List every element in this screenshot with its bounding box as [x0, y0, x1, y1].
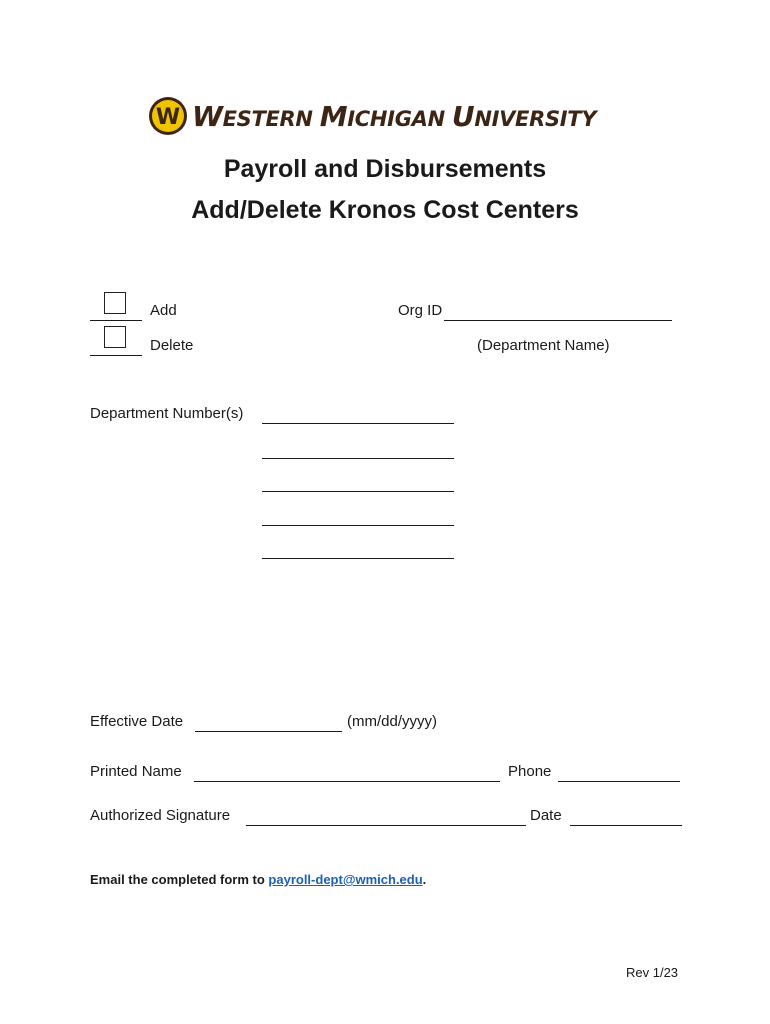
- phone-label: Phone: [508, 763, 552, 780]
- department-number-field-2[interactable]: [262, 440, 454, 459]
- date-format-hint: (mm/dd/yyyy): [347, 713, 437, 730]
- university-logo: [148, 94, 596, 138]
- org-id-label: Org ID: [398, 302, 443, 319]
- printed-name-field[interactable]: [194, 763, 500, 782]
- printed-name-label: Printed Name: [90, 763, 182, 780]
- authorized-signature-label: Authorized Signature: [90, 807, 231, 824]
- delete-label: Delete: [150, 337, 194, 354]
- logo-wordmark: WESTERN MICHIGAN UNIVERSITY: [192, 99, 597, 133]
- add-label: Add: [150, 302, 177, 319]
- phone-field[interactable]: [558, 763, 680, 782]
- department-numbers-label: Department Number(s): [90, 405, 244, 422]
- email-instruction: [90, 872, 426, 887]
- effective-date-label: Effective Date: [90, 713, 184, 730]
- signature-date-field[interactable]: [570, 807, 682, 826]
- effective-date-field[interactable]: [195, 713, 342, 732]
- department-number-field-4[interactable]: [262, 507, 454, 526]
- authorized-signature-field[interactable]: [246, 807, 526, 826]
- department-number-field-1[interactable]: [262, 405, 454, 424]
- email-instruction-text: Email the completed form to: [90, 872, 269, 887]
- logo-emblem-letter: W: [155, 105, 181, 130]
- page-title: Payroll and Disbursements: [223, 155, 547, 183]
- page-subtitle: Add/Delete Kronos Cost Centers: [191, 196, 579, 224]
- date-label: Date: [530, 807, 562, 824]
- wmu-w-emblem-icon: [148, 96, 188, 136]
- department-number-field-3[interactable]: [262, 473, 454, 492]
- department-name-label: (Department Name): [477, 337, 610, 354]
- email-instruction-period: .: [422, 872, 427, 887]
- add-checkbox[interactable]: [104, 292, 126, 314]
- revision-label: Rev 1/23: [626, 965, 679, 980]
- email-link[interactable]: payroll-dept@wmich.edu: [268, 872, 423, 887]
- department-number-field-5[interactable]: [262, 540, 454, 559]
- org-id-field[interactable]: [444, 302, 672, 321]
- delete-checkbox[interactable]: [104, 326, 126, 348]
